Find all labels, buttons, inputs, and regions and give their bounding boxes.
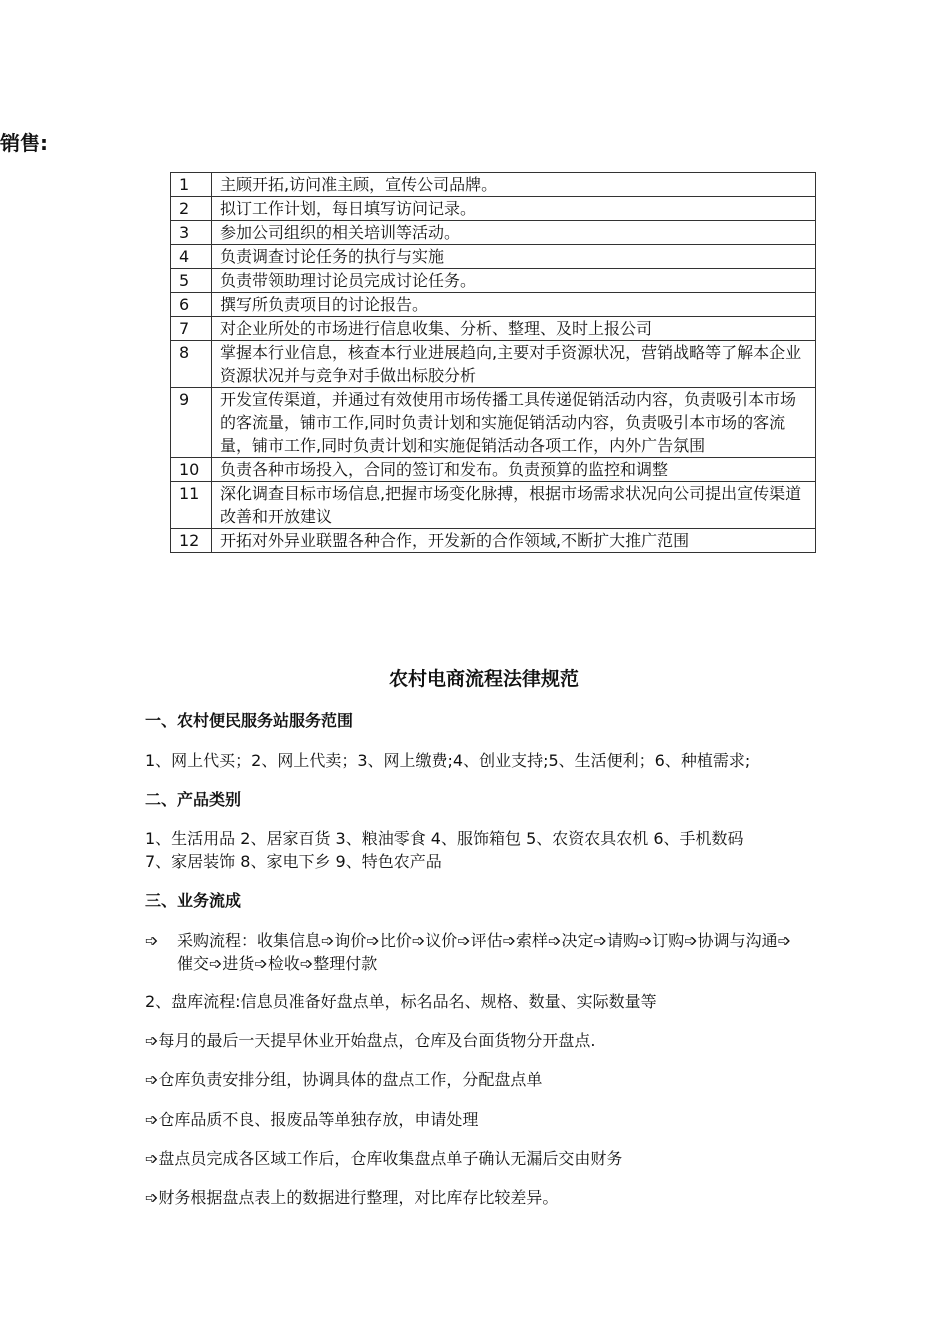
row-number: 12: [171, 529, 212, 553]
duty-text: 主顾开拓,访问准主顾，宣传公司品牌。: [212, 173, 816, 197]
section-heading-service-scope: 一、农村便民服务站服务范围: [145, 711, 354, 730]
duty-text: 掌握本行业信息，核查本行业进展趋向,主要对手资源状况，营销战略等了解本企业资源状况并与竞争对手做出标胶分析: [212, 341, 816, 388]
row-number: 3: [171, 221, 212, 245]
duty-text: 参加公司组织的相关培训等活动。: [212, 221, 816, 245]
inventory-step: ➩仓库品质不良、报废品等单独存放，申请处理: [145, 1110, 479, 1129]
row-number: 9: [171, 388, 212, 458]
sales-duties-table: [170, 172, 816, 553]
duty-text: 撰写所负责项目的讨论报告。: [212, 293, 816, 317]
inventory-step: ➩每月的最后一天提早休业开始盘点，仓库及台面货物分开盘点.: [145, 1031, 596, 1050]
duty-text: 开发宣传渠道，并通过有效使用市场传播工具传递促销活动内容，负责吸引本市场的客流量，铺市工作,同时负责计划和实施促销活动内容，负责吸引本市场的客流量，铺市工作,同时负责计划和实施促销活动各项工作，内外广告氛围: [212, 388, 816, 458]
row-number: 5: [171, 269, 212, 293]
table-row: [171, 529, 816, 553]
row-number: 11: [171, 482, 212, 529]
row-number: 2: [171, 197, 212, 221]
row-number: 8: [171, 341, 212, 388]
duty-text: 对企业所处的市场进行信息收集、分析、整理、及时上报公司: [212, 317, 816, 341]
service-scope-line: 1、网上代买；2、网上代卖；3、网上缴费;4、创业支持;5、生活便利；6、种植需求;: [145, 751, 751, 770]
duty-text: 拟订工作计划，每日填写访问记录。: [212, 197, 816, 221]
arrow-bullet-icon: ➩: [145, 931, 159, 950]
table-row: [171, 293, 816, 317]
table-row: [171, 221, 816, 245]
inventory-flow-line: 2、盘库流程:信息员准备好盘点单，标名品名、规格、数量、实际数量等: [145, 992, 657, 1011]
table-row: [171, 197, 816, 221]
product-categories-line-1: 1、生活用品 2、居家百货 3、粮油零食 4、服饰箱包 5、农资农具农机 6、手机数码: [145, 829, 744, 848]
table-row: [171, 269, 816, 293]
duty-text: 深化调查目标市场信息,把握市场变化脉搏，根据市场需求状况向公司提出宣传渠道改善和开放建议: [212, 482, 816, 529]
duty-text: 负责各种市场投入，合同的签订和发布。负责预算的监控和调整: [212, 458, 816, 482]
table-row: [171, 317, 816, 341]
table-row: [171, 245, 816, 269]
section-heading-product-categories: 二、产品类别: [145, 790, 242, 809]
procurement-flow-text: 采购流程：收集信息➩询价➩比价➩议价➩评估➩索样➩决定➩请购➩订购➩协调与沟通➩催交➩进货➩检收➩整理付款: [177, 931, 792, 973]
inventory-step: ➩仓库负责安排分组，协调具体的盘点工作，分配盘点单: [145, 1070, 543, 1089]
document-title: 农村电商流程法律规范: [388, 668, 579, 690]
row-number: 6: [171, 293, 212, 317]
row-number: 10: [171, 458, 212, 482]
inventory-step: ➩财务根据盘点表上的数据进行整理，对比库存比较差异。: [145, 1188, 559, 1207]
inventory-step: ➩盘点员完成各区域工作后，仓库收集盘点单子确认无漏后交由财务: [145, 1149, 623, 1168]
section-heading-business-flow: 三、业务流成: [145, 891, 242, 910]
product-categories-line-2: 7、家居装饰 8、家电下乡 9、特色农产品: [145, 852, 442, 871]
table-row: [171, 458, 816, 482]
table-row: [171, 341, 816, 388]
procurement-flow-item: [145, 929, 805, 975]
duty-text: 开拓对外异业联盟各种合作，开发新的合作领域,不断扩大推广范围: [212, 529, 816, 553]
row-number: 4: [171, 245, 212, 269]
sales-heading: 销售:: [0, 131, 48, 155]
row-number: 7: [171, 317, 212, 341]
duty-text: 负责带领助理讨论员完成讨论任务。: [212, 269, 816, 293]
table-row: [171, 388, 816, 458]
table-row: [171, 482, 816, 529]
table-row: [171, 173, 816, 197]
row-number: 1: [171, 173, 212, 197]
duty-text: 负责调查讨论任务的执行与实施: [212, 245, 816, 269]
